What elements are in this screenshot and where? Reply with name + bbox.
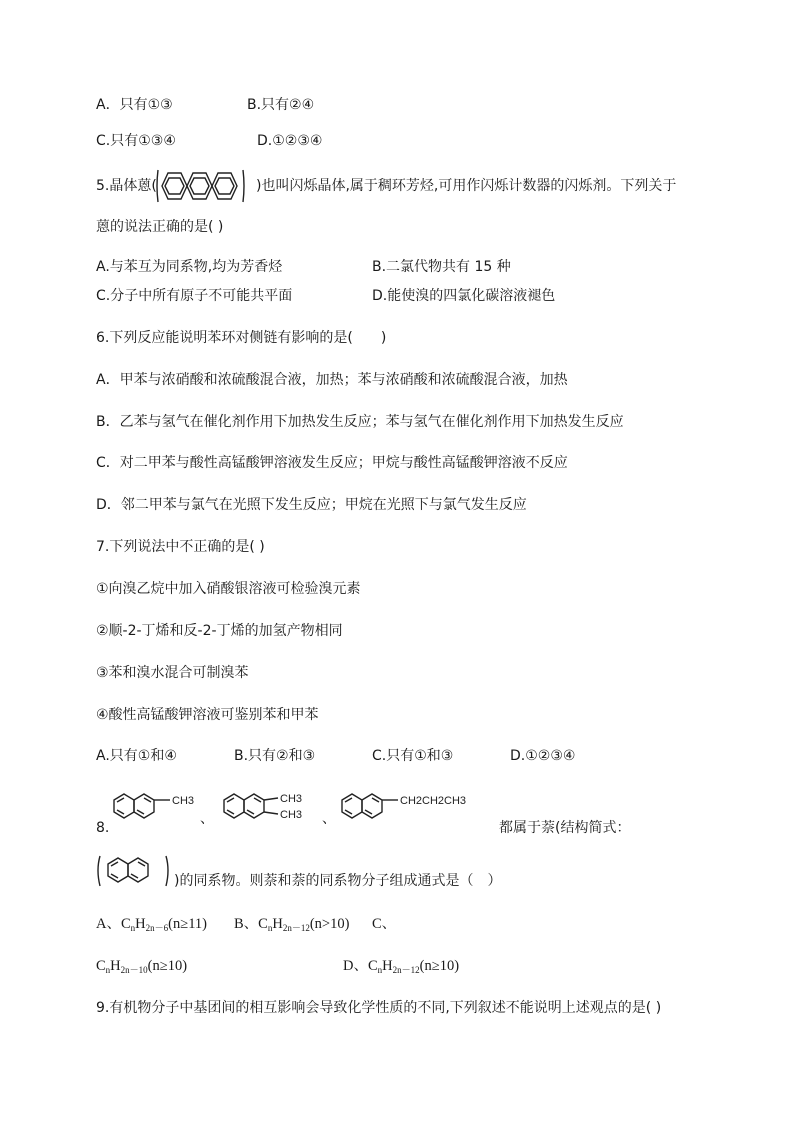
q6-option-b: B．乙苯与氢气在催化剂作用下加热发生反应；苯与氢气在催化剂作用下加热发生反应: [96, 414, 624, 430]
q7-statement-2: ②顺-2-丁烯和反-2-丁烯的加氢产物相同: [96, 623, 343, 639]
q8-separator-2: 、: [322, 811, 336, 827]
q8-option-c-label: C、: [372, 916, 397, 932]
q7-option-a: A.只有①和④: [96, 748, 177, 764]
q7-statement-1: ①向溴乙烷中加入硝酸银溶液可检验溴元素: [96, 581, 361, 597]
q8-struct2a-label: CH3: [280, 793, 303, 805]
q8-stem-line2: )的同系物。则萘和萘的同系物分子组成通式是（ ）: [174, 873, 502, 889]
q8-option-b: B、$C_nH_{2n-12}(n>10)$: [234, 916, 350, 933]
q7-option-d: D.①②③④: [510, 748, 576, 764]
q6-option-c: C．对二甲苯与酸性高锰酸钾溶液发生反应；甲烷与酸性高锰酸钾溶液不反应: [96, 455, 568, 471]
q7-option-c: C.只有①和③: [372, 748, 454, 764]
q8-stem-tail: 都属于萘(结构简式：: [499, 820, 631, 836]
q5-option-d: D.能使溴的四氯化碳溶液褪色: [372, 288, 556, 304]
q8-option-a: A、$C_nH_{2n-6}(n\ge 11)$: [96, 916, 207, 933]
q5-option-a: A.与苯互为同系物,均为芳香烃: [96, 259, 283, 275]
q8-separator-1: 、: [200, 811, 214, 827]
dimethylnaphthalene-structure-icon: [218, 788, 338, 828]
q4-option-a: A．只有①③: [96, 97, 173, 113]
q6-stem: 6.下列反应能说明苯环对侧链有影响的是( ): [96, 330, 387, 346]
q4-option-d: D.①②③④: [257, 133, 323, 149]
q7-statement-4: ④酸性高锰酸钾溶液可鉴别苯和甲苯: [96, 707, 319, 723]
q5-stem-pre: 5.晶体蒽(: [96, 178, 157, 194]
q5-stem-line2: 蒽的说法正确的是( ): [96, 219, 224, 235]
q8-option-c: $C_nH_{2n-10}(n\ge 10)$: [96, 958, 188, 975]
q8-struct2b-label: CH3: [280, 809, 303, 821]
q6-option-a: A．甲苯与浓硝酸和浓硫酸混合液，加热；苯与浓硝酸和浓硫酸混合液，加热: [96, 372, 568, 388]
q4-option-c: C.只有①③④: [96, 133, 176, 149]
q9-stem: 9.有机物分子中基团间的相互影响会导致化学性质的不同,下列叙述不能说明上述观点的是( ): [96, 1000, 662, 1016]
q8-number: 8.: [96, 820, 110, 836]
q5-option-b: B.二氯代物共有 15 种: [372, 259, 511, 275]
naphthalene-structure-icon: [96, 852, 176, 892]
q7-stem: 7.下列说法中不正确的是( ): [96, 539, 265, 555]
q8-struct1-label: CH3: [172, 795, 195, 807]
q6-option-d: D．邻二甲苯与氯气在光照下发生反应；甲烷在光照下与氯气发生反应: [96, 497, 527, 513]
q7-option-b: B.只有②和③: [234, 748, 316, 764]
q7-statement-3: ③苯和溴水混合可制溴苯: [96, 665, 249, 681]
q5-option-c: C.分子中所有原子不可能共平面: [96, 288, 293, 304]
q5-stem-post: )也叫闪烁晶体,属于稠环芳烃,可用作闪烁计数器的闪烁剂。下列关于: [256, 178, 677, 194]
q4-option-b: B.只有②④: [247, 97, 315, 113]
q8-option-d: D、$C_nH_{2n-12}(n\ge 10)$: [343, 958, 460, 975]
propylnaphthalene-structure-icon: [336, 788, 501, 828]
q8-struct3-label: CH2CH2CH3: [400, 795, 467, 807]
anthracene-structure-icon: [156, 168, 256, 204]
